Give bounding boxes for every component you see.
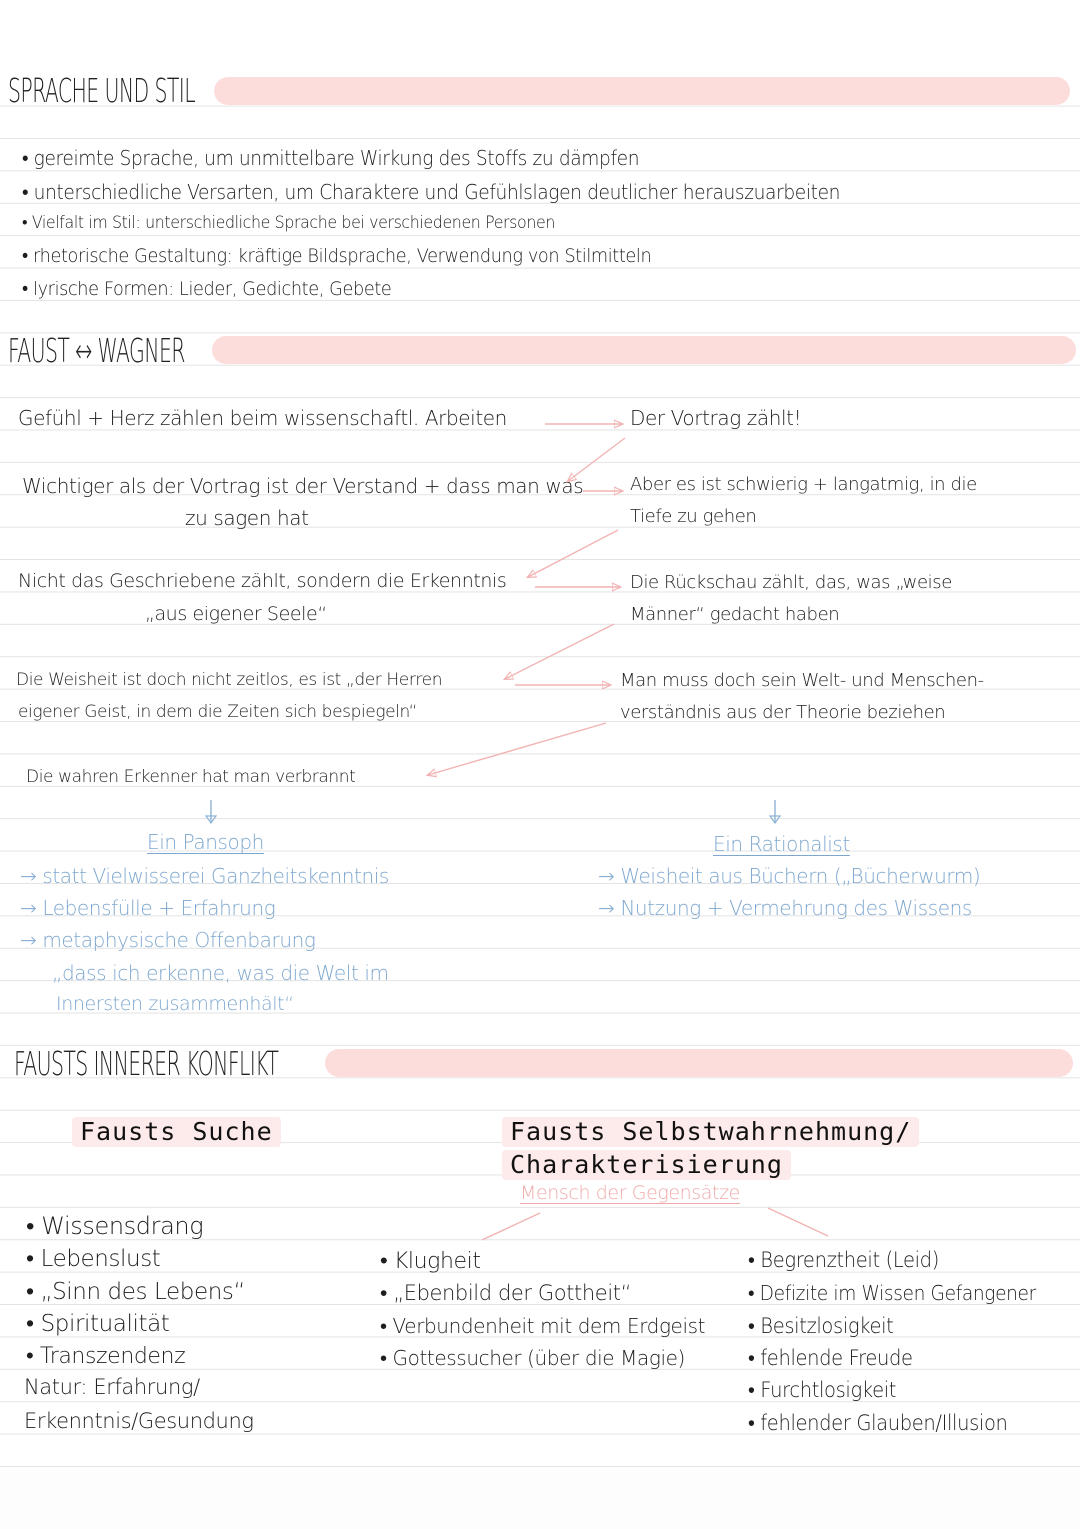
faust-statement: Wichtiger als der Vortrag ist der Verstand + dass man was <box>22 474 584 498</box>
faust-statement-cont: „aus eigener Seele“ <box>145 603 327 625</box>
summary-title: Ein Rationalist <box>713 832 850 856</box>
list-item: • Lebenslust <box>26 1246 161 1272</box>
subheading-fausts-suche: Fausts Suche <box>72 1117 281 1147</box>
wagner-statement: Man muss doch sein Welt- und Menschen- <box>620 670 984 691</box>
bullet-item: • Vielfalt im Stil: unterschiedliche Sprache bei verschiedenen Personen <box>22 213 556 233</box>
bullet-item: • lyrische Formen: Lieder, Gedichte, Gebete <box>22 278 392 300</box>
list-item: • Verbundenheit mit dem Erdgeist <box>380 1314 706 1338</box>
summary-title: Ein Pansoph <box>147 830 264 854</box>
subheading-selbstwahrnehmung: Fausts Selbstwahrnehmung/ <box>502 1117 919 1147</box>
arrow-diagonal-icon <box>528 530 618 577</box>
summary-point: → statt Vielwisserei Ganzheitskenntnis <box>20 864 389 888</box>
list-item: • „Sinn des Lebens“ <box>26 1279 245 1305</box>
bullet-item: • rhetorische Gestaltung: kräftige Bildsprache, Verwendung von Stilmitteln <box>22 245 652 267</box>
arrow-diagonal-icon <box>505 624 614 679</box>
faust-statement: Die wahren Erkenner hat man verbrannt <box>26 767 356 787</box>
page-top-margin <box>0 0 1080 76</box>
natur-line: Natur: Erfahrung/ <box>24 1375 200 1399</box>
summary-point: → Weisheit aus Büchern („Bücherwurm) <box>598 864 981 888</box>
list-item: • Furchtlosigkeit <box>748 1378 897 1402</box>
wagner-statement-cont: Tiefe zu gehen <box>630 506 757 527</box>
highlight-bar <box>325 1049 1073 1077</box>
section-title: SPRACHE UND STIL <box>8 71 195 110</box>
wagner-statement: Aber es ist schwierig + langatmig, in die <box>630 474 977 495</box>
list-item: • Defizite im Wissen Gefangener <box>748 1281 1036 1305</box>
list-item: • Besitzlosigkeit <box>748 1314 894 1338</box>
highlight-bar <box>212 336 1076 364</box>
faust-statement-cont: eigener Geist, in dem die Zeiten sich bespiegeln“ <box>18 702 418 722</box>
summary-quote: Innersten zusammenhält“ <box>56 993 294 1015</box>
branch-line <box>768 1208 828 1236</box>
summary-point: → Lebensfülle + Erfahrung <box>20 896 276 920</box>
list-item: • „Ebenbild der Gottheit“ <box>380 1281 632 1305</box>
wagner-statement-cont: verständnis aus der Theorie beziehen <box>620 702 946 723</box>
section-title: FAUSTS INNERER KONFLIKT <box>14 1044 279 1083</box>
wagner-statement: Die Rückschau zählt, das, was „weise <box>630 572 952 593</box>
wagner-statement: Der Vortrag zählt! <box>630 406 802 430</box>
subheading-charakterisierung: Charakterisierung <box>502 1150 791 1180</box>
faust-statement: Gefühl + Herz zählen beim wissenschaftl. Arbeiten <box>18 406 507 430</box>
list-item: • fehlender Glauben/Illusion <box>748 1411 1008 1435</box>
list-item: • Wissensdrang <box>26 1212 204 1240</box>
list-item: • Spiritualität <box>26 1311 170 1337</box>
summary-point: → Nutzung + Vermehrung des Wissens <box>598 896 972 920</box>
highlight-bar <box>214 77 1070 105</box>
summary-point: → metaphysische Offenbarung <box>20 928 316 952</box>
list-item: • Gottessucher (über die Magie) <box>380 1346 685 1370</box>
section-title: FAUST ↔ WAGNER <box>8 331 185 370</box>
faust-statement: Nicht das Geschriebene zählt, sondern die Erkenntnis <box>18 570 507 592</box>
bullet-item: • unterschiedliche Versarten, um Charaktere und Gefühlslagen deutlicher herauszuarbeiten <box>22 180 841 204</box>
arrow-diagonal-icon <box>428 723 606 775</box>
faust-statement-cont: zu sagen hat <box>185 506 309 530</box>
bullet-item: • gereimte Sprache, um unmittelbare Wirkung des Stoffs zu dämpfen <box>22 146 640 170</box>
page-bottom-margin <box>0 1469 1080 1529</box>
list-item: • fehlende Freude <box>748 1346 913 1370</box>
faust-statement: Die Weisheit ist doch nicht zeitlos, es ist „der Herren <box>16 670 443 690</box>
list-item: • Transzendenz <box>26 1344 186 1369</box>
list-item: • Klugheit <box>380 1249 481 1274</box>
summary-quote: „dass ich erkenne, was die Welt im <box>52 961 389 985</box>
list-item: • Begrenztheit (Leid) <box>748 1248 939 1272</box>
wagner-statement-cont: Männer“ gedacht haben <box>630 604 840 625</box>
natur-line: Erkenntnis/Gesundung <box>24 1409 254 1433</box>
branch-line <box>482 1213 540 1240</box>
subtitle-mensch-der-gegensaetze: Mensch der Gegensätze <box>520 1182 740 1204</box>
